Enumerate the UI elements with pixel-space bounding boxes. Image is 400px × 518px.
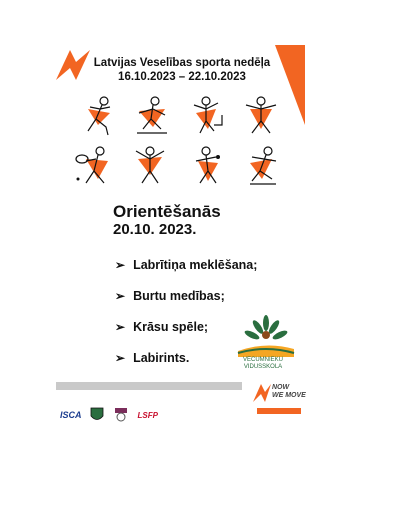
activity-label: Krāsu spēle; [133, 320, 209, 334]
now-we-move-text [272, 384, 306, 400]
crest-logo-icon [90, 407, 104, 423]
ministry-logo-icon [112, 408, 130, 422]
jumper-figure-icon [242, 95, 280, 137]
skater-figure-icon [244, 145, 282, 187]
skier-figure-icon [133, 95, 171, 137]
event-date: 20.10. 2023. [113, 221, 197, 238]
school-name-sub: VIDUSSKOLA [243, 364, 283, 370]
header-title: Latvijas Veselības sporta nedēļa [93, 57, 271, 69]
header [82, 56, 282, 84]
school-logo-icon [236, 313, 296, 361]
arrow-bullet-icon: ➢ [115, 258, 126, 272]
tennis-figure-icon [74, 145, 112, 187]
arrow-bullet-icon: ➢ [115, 320, 126, 334]
sponsor-logos [60, 405, 158, 425]
footer-divider [56, 382, 242, 390]
runner-figure-icon [80, 95, 118, 137]
header-dates: 16.10.2023 – 22.10.2023 [118, 71, 246, 83]
list-item [115, 258, 257, 289]
activity-label: Labirints. [133, 351, 190, 365]
boxer-figure-icon [188, 145, 226, 187]
arrow-bullet-icon: ➢ [115, 351, 126, 365]
arrow-bullet-icon: ➢ [115, 289, 126, 303]
dancer-figure-icon [130, 145, 168, 187]
isca-logo: ISCA [60, 410, 82, 420]
sport-figures [70, 93, 285, 193]
activity-label: Labrītiņa meklēšana; [133, 258, 258, 272]
event-title: Orientēšanās [113, 202, 221, 221]
lsfp-logo: LSFP [137, 410, 158, 420]
school-name [226, 357, 300, 371]
school-name-main: VECUMNIEKU [242, 357, 283, 363]
campaign-line2: WE MOVE [272, 392, 306, 399]
climber-figure-icon [188, 95, 226, 137]
activity-label: Burtu medības; [133, 289, 225, 303]
campaign-line1: NOW [272, 384, 290, 391]
